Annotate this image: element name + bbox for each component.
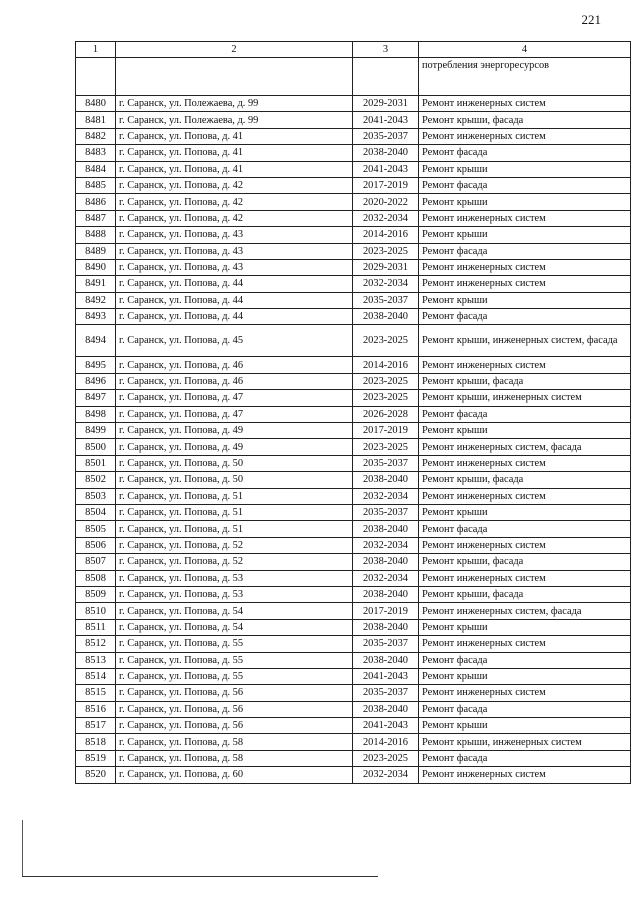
row-address: г. Саранск, ул. Попова, д. 45 [116, 325, 353, 357]
row-address: г. Саранск, ул. Попова, д. 47 [116, 390, 353, 406]
row-work-type: Ремонт фасада [419, 177, 631, 193]
row-work-type: Ремонт фасада [419, 652, 631, 668]
row-work-type: Ремонт инженерных систем, фасада [419, 603, 631, 619]
row-work-type: Ремонт крыши, фасада [419, 586, 631, 602]
row-address: г. Саранск, ул. Попова, д. 58 [116, 750, 353, 766]
table-row [76, 636, 631, 652]
table-row [76, 325, 631, 357]
row-period: 2017-2019 [353, 177, 419, 193]
row-address: г. Саранск, ул. Попова, д. 42 [116, 177, 353, 193]
row-period: 2014-2016 [353, 357, 419, 373]
row-work-type: Ремонт инженерных систем [419, 767, 631, 783]
row-address: г. Саранск, ул. Полежаева, д. 99 [116, 112, 353, 128]
row-period: 2032-2034 [353, 210, 419, 226]
row-work-type: Ремонт фасада [419, 243, 631, 259]
row-period: 2038-2040 [353, 652, 419, 668]
row-number: 8495 [76, 357, 116, 373]
table-row [76, 554, 631, 570]
row-work-type: Ремонт крыши, инженерных систем [419, 734, 631, 750]
table-body [76, 42, 631, 784]
capital-repair-table [75, 41, 631, 784]
row-period: 2023-2025 [353, 373, 419, 389]
row-period: 2026-2028 [353, 406, 419, 422]
row-work-type: Ремонт инженерных систем [419, 276, 631, 292]
row-number: 8503 [76, 488, 116, 504]
row-address: г. Саранск, ул. Попова, д. 43 [116, 227, 353, 243]
row-address: г. Саранск, ул. Попова, д. 46 [116, 357, 353, 373]
row-address: г. Саранск, ул. Попова, д. 55 [116, 668, 353, 684]
row-period: 2032-2034 [353, 537, 419, 553]
row-address: г. Саранск, ул. Попова, д. 42 [116, 194, 353, 210]
row-period: 2023-2025 [353, 243, 419, 259]
row-work-type: Ремонт крыши, инженерных систем, фасада [419, 325, 631, 357]
row-work-type: Ремонт крыши, инженерных систем [419, 390, 631, 406]
row-number: 8487 [76, 210, 116, 226]
table-row [76, 668, 631, 684]
row-number: 8494 [76, 325, 116, 357]
table-row [76, 194, 631, 210]
row-address: г. Саранск, ул. Попова, д. 47 [116, 406, 353, 422]
row-period: 2029-2031 [353, 96, 419, 112]
row-period: 2035-2037 [353, 455, 419, 471]
row-work-type: Ремонт фасада [419, 145, 631, 161]
row-address: г. Саранск, ул. Попова, д. 60 [116, 767, 353, 783]
row-period: 2020-2022 [353, 194, 419, 210]
row-work-type: Ремонт инженерных систем [419, 537, 631, 553]
row-number: 8513 [76, 652, 116, 668]
table-row [76, 767, 631, 783]
row-address: г. Саранск, ул. Попова, д. 49 [116, 439, 353, 455]
row-period: 2038-2040 [353, 309, 419, 325]
row-address: г. Саранск, ул. Попова, д. 56 [116, 701, 353, 717]
row-number: 8508 [76, 570, 116, 586]
row-number: 8510 [76, 603, 116, 619]
table-row [76, 227, 631, 243]
table-row [76, 603, 631, 619]
table-row [76, 145, 631, 161]
row-period: 2035-2037 [353, 292, 419, 308]
row-address: г. Саранск, ул. Попова, д. 41 [116, 128, 353, 144]
row-work-type: Ремонт крыши [419, 292, 631, 308]
table-row [76, 357, 631, 373]
row-period: 2038-2040 [353, 521, 419, 537]
row-work-type: Ремонт инженерных систем [419, 357, 631, 373]
table-row [76, 406, 631, 422]
row-period: 2038-2040 [353, 145, 419, 161]
row-number: 8485 [76, 177, 116, 193]
row-number: 8520 [76, 767, 116, 783]
row-address: г. Саранск, ул. Попова, д. 56 [116, 685, 353, 701]
row-address: г. Саранск, ул. Попова, д. 54 [116, 619, 353, 635]
row-period: 2023-2025 [353, 439, 419, 455]
row-number: 8519 [76, 750, 116, 766]
row-work-type: Ремонт крыши [419, 504, 631, 520]
margin-line [22, 820, 23, 876]
row-address: г. Саранск, ул. Попова, д. 56 [116, 718, 353, 734]
row-address: г. Саранск, ул. Попова, д. 58 [116, 734, 353, 750]
row-address: г. Саранск, ул. Попова, д. 43 [116, 243, 353, 259]
table-row [76, 701, 631, 717]
row-address: г. Саранск, ул. Попова, д. 41 [116, 145, 353, 161]
row-period: 2038-2040 [353, 619, 419, 635]
row-work-type: Ремонт фасада [419, 309, 631, 325]
row-address: г. Саранск, ул. Попова, д. 51 [116, 504, 353, 520]
row-address: г. Саранск, ул. Попова, д. 44 [116, 309, 353, 325]
table-row [76, 488, 631, 504]
table-header-row [76, 42, 631, 58]
table-row [76, 423, 631, 439]
row-number: 8489 [76, 243, 116, 259]
row-period: 2038-2040 [353, 701, 419, 717]
table-row [76, 210, 631, 226]
row-period: 2014-2016 [353, 227, 419, 243]
row-work-type: Ремонт фасада [419, 521, 631, 537]
table-row [76, 537, 631, 553]
row-address: г. Саранск, ул. Попова, д. 52 [116, 554, 353, 570]
row-number: 8492 [76, 292, 116, 308]
row-number: 8517 [76, 718, 116, 734]
row-number: 8505 [76, 521, 116, 537]
row-number: 8480 [76, 96, 116, 112]
row-period: 2038-2040 [353, 472, 419, 488]
column-header-1: 1 [76, 42, 116, 58]
row-number: 8496 [76, 373, 116, 389]
row-number: 8497 [76, 390, 116, 406]
row-period: 2023-2025 [353, 325, 419, 357]
row-number: 8482 [76, 128, 116, 144]
table-row [76, 718, 631, 734]
table-row [76, 390, 631, 406]
table-row [76, 619, 631, 635]
row-period: 2035-2037 [353, 636, 419, 652]
table-row [76, 521, 631, 537]
row-period: 2041-2043 [353, 112, 419, 128]
row-period: 2023-2025 [353, 750, 419, 766]
row-address: г. Саранск, ул. Попова, д. 42 [116, 210, 353, 226]
row-number: 8502 [76, 472, 116, 488]
row-work-type: Ремонт крыши, фасада [419, 554, 631, 570]
row-period: 2041-2043 [353, 161, 419, 177]
row-number: 8511 [76, 619, 116, 635]
row-period: 2035-2037 [353, 128, 419, 144]
row-number: 8498 [76, 406, 116, 422]
row-number: 8516 [76, 701, 116, 717]
row-address: г. Саранск, ул. Попова, д. 55 [116, 636, 353, 652]
column-header-3: 3 [353, 42, 419, 58]
row-address: г. Саранск, ул. Попова, д. 51 [116, 488, 353, 504]
row-number: 8483 [76, 145, 116, 161]
row-period: 2035-2037 [353, 685, 419, 701]
row-period: 2038-2040 [353, 586, 419, 602]
row-number: 8488 [76, 227, 116, 243]
row-period: 2032-2034 [353, 488, 419, 504]
row-work-type: Ремонт инженерных систем [419, 488, 631, 504]
row-number: 8481 [76, 112, 116, 128]
table-row [76, 439, 631, 455]
row-number: 8504 [76, 504, 116, 520]
table-row [76, 128, 631, 144]
row-period: 2041-2043 [353, 668, 419, 684]
table-row [76, 586, 631, 602]
row-number: 8484 [76, 161, 116, 177]
row-work-type: Ремонт инженерных систем [419, 128, 631, 144]
row-work-type: Ремонт крыши, фасада [419, 112, 631, 128]
table-row [76, 455, 631, 471]
row-work-type: Ремонт крыши [419, 194, 631, 210]
row-number: 8518 [76, 734, 116, 750]
row-address: г. Саранск, ул. Попова, д. 44 [116, 276, 353, 292]
table-row [76, 276, 631, 292]
row-work-type: Ремонт инженерных систем [419, 259, 631, 275]
row-period: 2032-2034 [353, 767, 419, 783]
table-row [76, 373, 631, 389]
row-address: г. Саранск, ул. Попова, д. 50 [116, 455, 353, 471]
row-work-type: Ремонт крыши [419, 161, 631, 177]
row-number: 8500 [76, 439, 116, 455]
row-number: 8501 [76, 455, 116, 471]
row-number: 8509 [76, 586, 116, 602]
row-number: 8515 [76, 685, 116, 701]
table-row [76, 685, 631, 701]
page-number: 221 [581, 12, 601, 27]
row-work-type: Ремонт крыши [419, 718, 631, 734]
row-address: г. Саранск, ул. Попова, д. 50 [116, 472, 353, 488]
row-work-type: Ремонт фасада [419, 750, 631, 766]
row-work-type: Ремонт крыши, фасада [419, 373, 631, 389]
row-address: г. Саранск, ул. Попова, д. 53 [116, 570, 353, 586]
row-number: 8491 [76, 276, 116, 292]
table-row [76, 504, 631, 520]
row-period: 2041-2043 [353, 718, 419, 734]
table-row [76, 652, 631, 668]
row-number: 8499 [76, 423, 116, 439]
row-address: г. Саранск, ул. Попова, д. 55 [116, 652, 353, 668]
row-address: г. Саранск, ул. Попова, д. 53 [116, 586, 353, 602]
row-period: 2023-2025 [353, 390, 419, 406]
table-row [76, 734, 631, 750]
table-row [76, 570, 631, 586]
table-row [76, 243, 631, 259]
table-row [76, 750, 631, 766]
footer-line [22, 876, 378, 877]
table-row [76, 309, 631, 325]
row-address: г. Саранск, ул. Попова, д. 46 [116, 373, 353, 389]
row-work-type: Ремонт инженерных систем, фасада [419, 439, 631, 455]
table-row [76, 472, 631, 488]
row-number: 8507 [76, 554, 116, 570]
row-period: 2014-2016 [353, 734, 419, 750]
row-work-type: Ремонт инженерных систем [419, 636, 631, 652]
row-period: 2017-2019 [353, 603, 419, 619]
table-row [76, 177, 631, 193]
row-number: 8506 [76, 537, 116, 553]
row-number: 8490 [76, 259, 116, 275]
table-row [76, 292, 631, 308]
continuation-row [76, 58, 631, 96]
row-work-type: Ремонт инженерных систем [419, 210, 631, 226]
row-work-type: Ремонт инженерных систем [419, 685, 631, 701]
row-period: 2029-2031 [353, 259, 419, 275]
row-work-type: Ремонт крыши [419, 619, 631, 635]
row-period: 2017-2019 [353, 423, 419, 439]
row-address: г. Саранск, ул. Попова, д. 52 [116, 537, 353, 553]
table-row [76, 259, 631, 275]
row-work-type: Ремонт фасада [419, 406, 631, 422]
row-period: 2035-2037 [353, 504, 419, 520]
row-work-type: Ремонт крыши, фасада [419, 472, 631, 488]
row-work-type: Ремонт фасада [419, 701, 631, 717]
row-address: г. Саранск, ул. Полежаева, д. 99 [116, 96, 353, 112]
row-address: г. Саранск, ул. Попова, д. 41 [116, 161, 353, 177]
table-row [76, 96, 631, 112]
column-header-2: 2 [116, 42, 353, 58]
row-address: г. Саранск, ул. Попова, д. 49 [116, 423, 353, 439]
table-row [76, 112, 631, 128]
column-header-4: 4 [419, 42, 631, 58]
row-number: 8514 [76, 668, 116, 684]
row-number: 8512 [76, 636, 116, 652]
row-work-type: Ремонт крыши [419, 227, 631, 243]
row-work-type: Ремонт инженерных систем [419, 455, 631, 471]
row-period: 2032-2034 [353, 276, 419, 292]
row-period: 2032-2034 [353, 570, 419, 586]
row-work-type: Ремонт крыши [419, 423, 631, 439]
row-work-type: Ремонт инженерных систем [419, 96, 631, 112]
row-address: г. Саранск, ул. Попова, д. 43 [116, 259, 353, 275]
row-address: г. Саранск, ул. Попова, д. 54 [116, 603, 353, 619]
row-number: 8486 [76, 194, 116, 210]
row-number: 8493 [76, 309, 116, 325]
row-address: г. Саранск, ул. Попова, д. 51 [116, 521, 353, 537]
table-row [76, 161, 631, 177]
row-work-type: Ремонт инженерных систем [419, 570, 631, 586]
row-work-type: Ремонт крыши [419, 668, 631, 684]
row-period: 2038-2040 [353, 554, 419, 570]
continuation-text: потребления энергоресурсов [419, 58, 631, 96]
row-address: г. Саранск, ул. Попова, д. 44 [116, 292, 353, 308]
